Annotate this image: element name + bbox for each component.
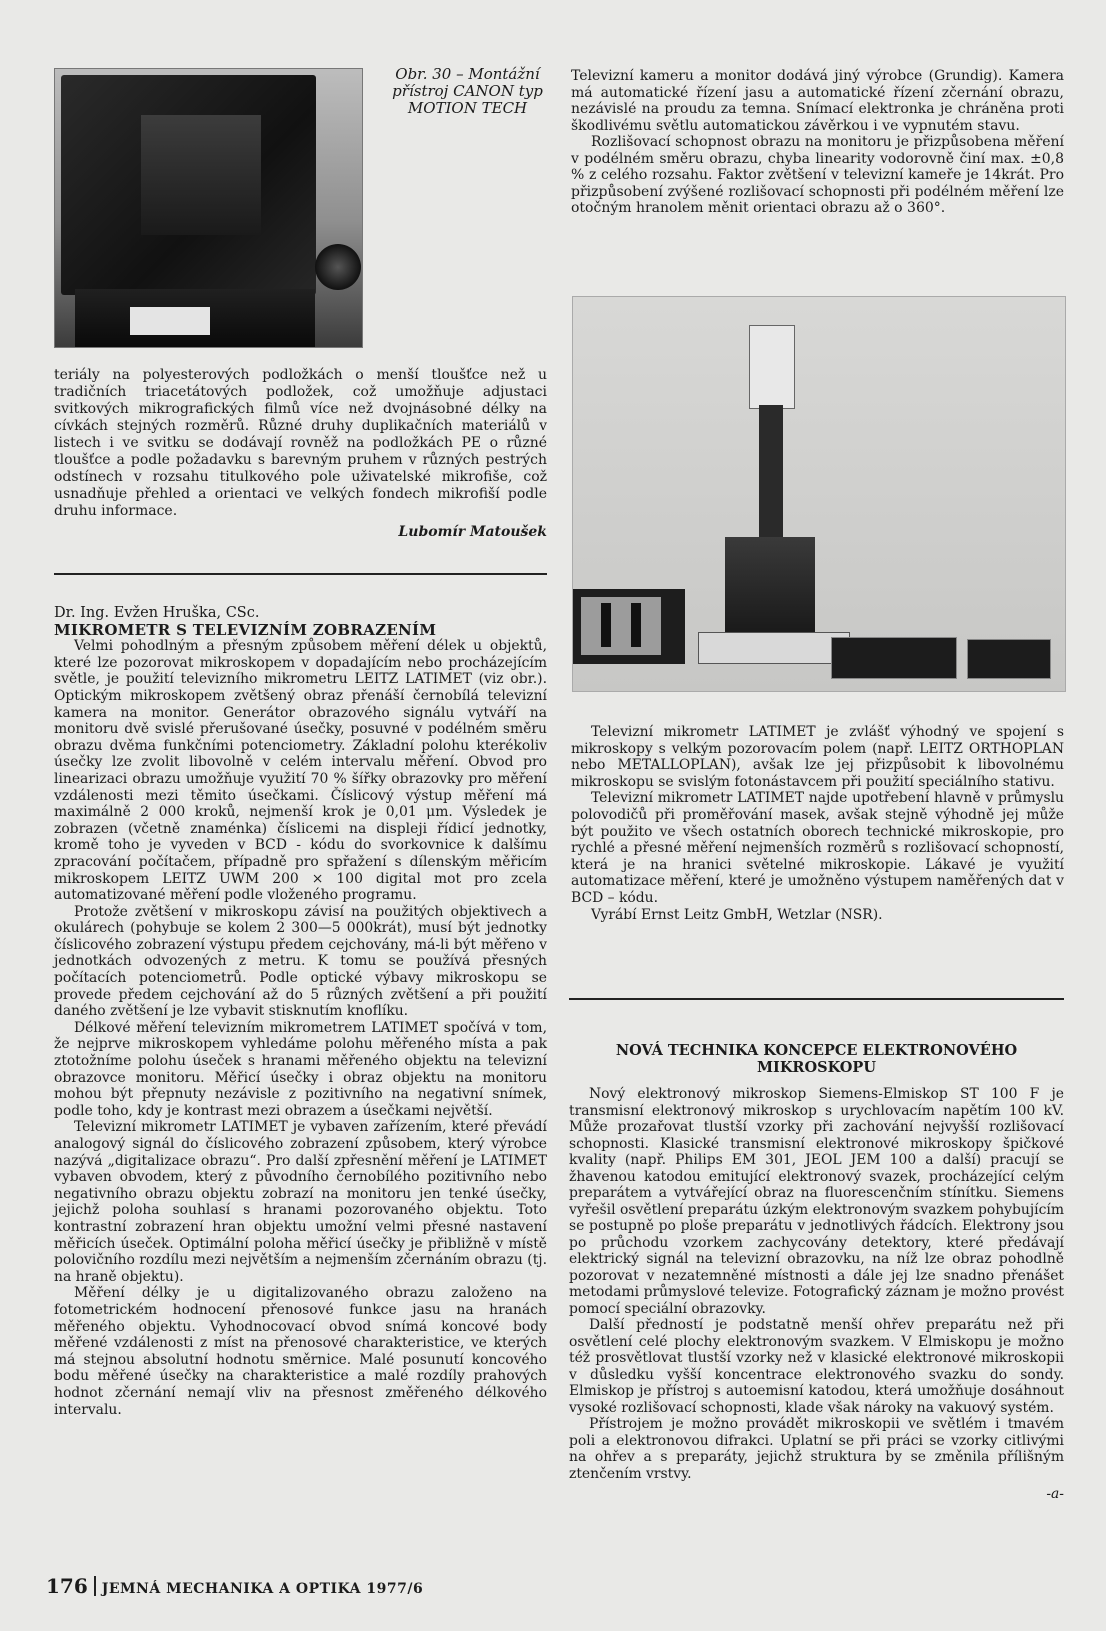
left-continuation [54,367,547,541]
paragraph: Vyrábí Ernst Leitz GmbH, Wetzlar (NSR). [591,906,883,923]
paragraph: Nový elektronový mikroskop Siemens-Elmiskop ST 100 F je transmisní elektronový mikroskop s urychlovacím napětím 100 kV. Může prozařovat tlustší vzorky při zachování nejvyšší rozlišovací schopnosti. Klasické transmisní elektronové mikroskopy špičkové kvality (např. Philips EM 301, JEOL JEM 100 a další) pracují se žhavenou katodou emitující elektronový svazek, procházející celým preparátem a vytvářející obraz na fluorescenčním stínítku. Siemens vyřešil osvětlení preparátu úzkým elektronovým svazkem pohybujícím se postupně po ploše preparátu v jednotlivých řádcích. Elektrony jsou po průchodu vzorkem zachycovány detektory, které předávají elektrický signál na televizní obrazovku, na níž lze obraz pohodlně pozorovat v nezatemněné místnosti a dále jej lze snadno přenášet metodami průmyslové televize. Fotografický záznam je možno provést pomocí speciální obrazovky. [569,1086,1064,1317]
article-author: Dr. Ing. Evžen Hruška, CSc. [54,605,260,621]
paragraph: Televizní mikrometr LATIMET je vybaven zařízením, které převádí analogový signál do číslicového zobrazení způsobem, který výrobce nazývá „digitalizace obrazu“. Pro další zpřesnění měření je LATIMET vybaven obvodem, který z původního černobílého pozitivního nebo negativního obrazu objektu zobrazí na monitoru jen tenké úsečky, jejichž poloha souhlasí s hranami pozorovaného objektu. Toto kontrastní zobrazení hran objektu umožní velmi přesné nastavení měřicích úseček. Optimální poloha měřicí úsečky je přibližně v místě polovičního rozdílu mezi největším a nejmenším zčernáním obrazu (tj. na hraně objektu). [54,1119,547,1285]
divider [54,573,547,575]
right-middle-column [571,724,1064,923]
photo-canon-motion-tech [54,68,363,348]
paragraph: Měření délky je u digitalizovaného obrazu založeno na fotometrickém hodnocení přenosové funkce jasu na hranách měřeného objektu. Vyhodnocovací obvod snímá koncové body měřené vzdálenosti z míst na přenosové charakteristice, ve kterých má stejnou absolutní hodnotu směrnice. Malé posunutí koncového bodu měřené úsečky na charakteristice a malé rozdíly prahových hodnot zčernání nemají vliv na přesnost změřeného délkového intervalu. [54,1285,547,1418]
paragraph: Televizní mikrometr LATIMET je zvlášť výhodný ve spojení s mikroskopy s velkým pozorovacím polem (např. LEITZ ORTHOPLAN nebo METALLOPLAN), avšak lze jej přizpůsobit k libovolnému mikroskopu se svislým fotonástavcem při použití speciálního stativu. [571,724,1064,790]
photo-latimet-micrometer [572,296,1066,692]
paragraph: Protože zvětšení v mikroskopu závisí na použitých objektivech a okulárech (pohybuje se kolem 2 300—5 000krát), musí být jednotky číslicového zobrazení výstupu předem cejchovány, má-li být měřeno v jednotkách odvozených z metru. K tomu se používá přesných počítacích potenciometrů. Podle optické výbavy mikroskopu se provede předem cejchování až do 5 různých zvětšení a při použití daného zvětšení je lze vybavit stisknutím knoflíku. [54,903,547,1020]
article-title: NOVÁ TECHNIKA KONCEPCE ELEKTRONOVÉHO MIKROSKOPU [615,1042,1018,1076]
paragraph: Přístrojem je možno provádět mikroskopii ve světlém i tmavém poli a elektronovou difrakci. Uplatní se při práci se vzorky citlivými na ohřev a s preparáty, jejichž struktura by se změnila přílišným ztenčením vrstvy. [569,1416,1064,1482]
footer-separator [94,1576,96,1596]
paragraph: teriály na polyesterových podložkách o menší tloušťce než u tradičních triacetátových podložek, což umožňuje adjustaci svitkových mikrografických filmů více než dvojnásobné délky na cívkách stejných rozměrů. Různé druhy duplikačních materiálů v listech i ve svitku se dodávají rovněž na podložkách PE o různé tloušťce a podle požadavku s barevným pruhem v různých pestrých odstínech v rozsahu titulkového pole uživatelské mikrofiše, což usnadňuje přehled a orientaci ve velkých fondech mikrofiší podle druhu informace. [54,367,547,519]
paragraph: Délkové měření televizním mikrometrem LATIMET spočívá v tom, že nejprve mikroskopem vyhledáme polohu měřeného místa a pak ztotožníme polohu úseček s hranami měřeného objektu na televizní obrazovce monitoru. Měřicí úsečky i obraz objektu na monitoru mohou být přepnuty nezávisle z pozitivního na negativní snímek, podle toho, kdy je kontrast mezi obrazem a úsečkami největší. [54,1019,547,1119]
journal-name: JEMNÁ MECHANIKA A OPTIKA 1977/6 [101,1581,424,1597]
page-number: 176 [46,1574,88,1598]
paragraph: Další předností je podstatně menší ohřev preparátu než při osvětlení celé plochy elektronovým svazkem. V Elmiskopu je možno též prosvětlovat tlustší vzorky než v klasické elektronové mikroskopii v důsledku vyšší koncentrace elektronového svazku do sondy. Elmiskop je přístroj s autoemisní katodou, která umožňuje dosáhnout vysoké rozlišovací schopnosti, klade však nároky na vakuový systém. [569,1317,1064,1416]
right-top-column [571,68,1064,217]
article-title: MIKROMETR S TELEVIZNÍM ZOBRAZENÍM [54,620,437,639]
page-footer [46,1574,423,1598]
divider [569,998,1064,1000]
paragraph: Televizní mikrometr LATIMET najde upotřebení hlavně v průmyslu polovodičů při proměřování masek, avšak stejně výhodně jej může být použito ve všech ostatních oborech technické mikroskopie, pro rychlé a přesné měření nejmenších rozměrů s rozlišovací schopností, která je na hranici světelné mikroskopie. Lákavé je využití automatizace měření, které je umožněno výstupem naměřených dat v BCD – kódu. [571,790,1064,906]
figure-caption: Obr. 30 – Montážní přístroj CANON typ MOTION TECH [392,65,543,117]
article-electron-microscope [569,1042,1064,1503]
article-signature: -a- [1046,1486,1064,1502]
author-signature: Lubomír Matoušek [398,524,547,540]
paragraph: Velmi pohodlným a přesným způsobem měření délek u objektů, které lze pozorovat mikroskopem v dopadajícím nebo procházejícím světle, je použití televizního mikrometru LEITZ LATIMET (viz obr.). Optickým mikroskopem zvětšený obraz přenáší černobílá televizní kamera na monitor. Generátor obrazového signálu vytváří na monitoru dvě svislé přerušované úsečky, posuvné v podélném směru obrazu dvěma funkčními potenciometry. Základní polohu kterékoliv úsečky lze zvolit libovolně v celém intervalu měření. Obvod pro linearizaci obrazu umožňuje využití 70 % šířky obrazovky pro měření vzdálenosti mezi těmito úsečkami. Číslicový výstup měření má maximálně 2 000 kroků, nejmenší krok je 0,01 μm. Výsledek je zobrazen (včetně znaménka) číslicemi na displeji řídicí jednotky, kromě toho je vyveden v BCD - kódu do svorkovnice k dalšímu zpracování počítačem, případně pro spřažení s dílenským měřicím mikroskopem LEITZ UWM 200 × 100 digital mot pro zcela automatizované měření podle vloženého programu. [54,638,547,904]
paragraph: Televizní kameru a monitor dodává jiný výrobce (Grundig). Kamera má automatické řízení jasu a automatické řízení zčernání obrazu, nezávislé na proudu za temna. Snímací elektronka je chráněna proti škodlivému světlu automatickou závěrkou i ve vypnutém stavu. [571,68,1064,134]
article-micrometer [54,605,547,1418]
paragraph: Rozlišovací schopnost obrazu na monitoru je přizpůsobena měření v podélném směru obrazu, chyba linearity vodorovně činí max. ±0,8 % z celého rozsahu. Faktor zvětšení v televizní kameře je 14krát. Pro přizpůsobení zvýšené rozlišovací schopnosti při podélném měření lze otočným hranolem měnit orientaci obrazu až o 360°. [571,134,1064,216]
